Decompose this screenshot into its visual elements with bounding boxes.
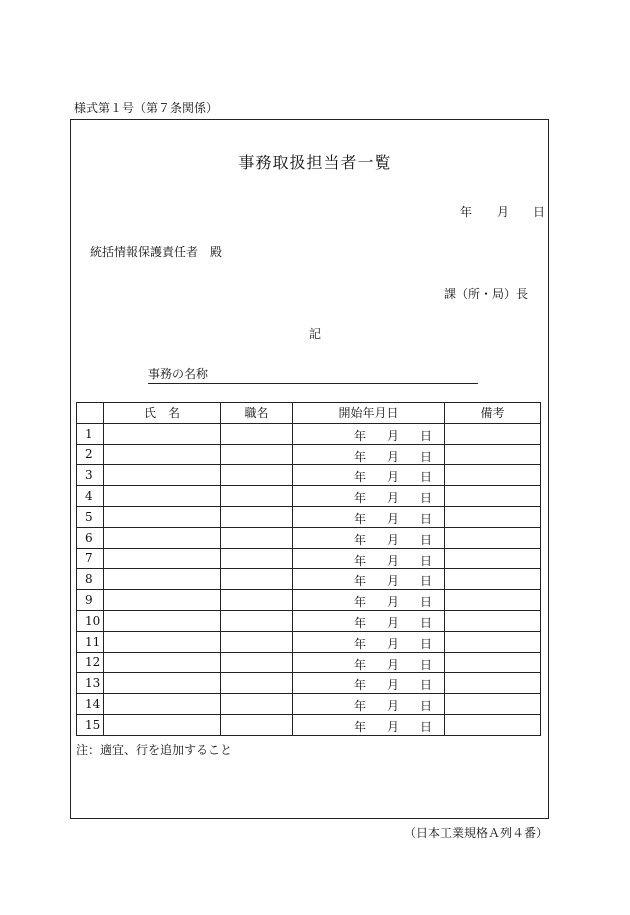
name-cell[interactable] <box>104 423 221 444</box>
day-label: 日 <box>420 511 433 526</box>
column-header-no <box>77 403 104 424</box>
table-row <box>77 631 541 652</box>
name-cell[interactable] <box>104 590 221 611</box>
month-label: 月 <box>387 657 400 672</box>
row-number: 14 <box>77 694 104 715</box>
position-cell[interactable] <box>221 548 293 569</box>
table-header-row <box>77 403 541 424</box>
month-label: 月 <box>387 491 400 506</box>
position-cell[interactable] <box>221 423 293 444</box>
day-label: 日 <box>420 449 433 464</box>
row-number: 11 <box>77 631 104 652</box>
start-date-cell[interactable] <box>293 590 445 611</box>
day-label: 日 <box>420 428 433 443</box>
row-number: 1 <box>77 423 104 444</box>
day-label: 日 <box>420 553 433 568</box>
row-number: 5 <box>77 506 104 527</box>
position-cell[interactable] <box>221 527 293 548</box>
year-label: 年 <box>354 491 367 506</box>
start-date-cell[interactable] <box>293 486 445 507</box>
table-row <box>77 423 541 444</box>
start-date-cell[interactable] <box>293 423 445 444</box>
month-label: 月 <box>387 699 400 714</box>
position-cell[interactable] <box>221 569 293 590</box>
year-label: 年 <box>354 595 367 610</box>
day-label: 日 <box>420 678 433 693</box>
position-cell[interactable] <box>221 465 293 486</box>
table-row <box>77 652 541 673</box>
table-row <box>77 465 541 486</box>
remarks-cell[interactable] <box>445 590 541 611</box>
remarks-cell[interactable] <box>445 652 541 673</box>
name-cell[interactable] <box>104 486 221 507</box>
name-cell[interactable] <box>104 631 221 652</box>
position-cell[interactable] <box>221 694 293 715</box>
month-label: 月 <box>387 511 400 526</box>
name-cell[interactable] <box>104 569 221 590</box>
row-number: 3 <box>77 465 104 486</box>
start-date-cell[interactable] <box>293 673 445 694</box>
document-title: 事務取扱担当者一覧 <box>238 153 392 172</box>
position-cell[interactable] <box>221 486 293 507</box>
table-row <box>77 527 541 548</box>
task-name-label: 事務の名称 <box>148 367 209 381</box>
header-day-label: 日 <box>533 205 546 219</box>
position-cell[interactable] <box>221 444 293 465</box>
remarks-cell[interactable] <box>445 548 541 569</box>
day-label: 日 <box>420 615 433 630</box>
table-row <box>77 444 541 465</box>
month-label: 月 <box>387 470 400 485</box>
day-label: 日 <box>420 699 433 714</box>
jis-size-note: （日本工業規格Ａ列４番） <box>403 826 548 840</box>
remarks-cell[interactable] <box>445 444 541 465</box>
position-cell[interactable] <box>221 652 293 673</box>
year-label: 年 <box>354 678 367 693</box>
name-cell[interactable] <box>104 465 221 486</box>
start-date-cell[interactable] <box>293 444 445 465</box>
start-date-cell[interactable] <box>293 631 445 652</box>
remarks-cell[interactable] <box>445 423 541 444</box>
start-date-cell[interactable] <box>293 506 445 527</box>
row-number: 9 <box>77 590 104 611</box>
year-label: 年 <box>354 428 367 443</box>
month-label: 月 <box>387 553 400 568</box>
year-label: 年 <box>354 532 367 547</box>
year-label: 年 <box>354 511 367 526</box>
name-cell[interactable] <box>104 548 221 569</box>
month-label: 月 <box>387 574 400 589</box>
staff-table <box>76 402 541 736</box>
task-name-field[interactable] <box>148 365 478 384</box>
month-label: 月 <box>387 532 400 547</box>
day-label: 日 <box>420 719 433 734</box>
name-cell[interactable] <box>104 673 221 694</box>
header-year-label: 年 <box>460 205 473 219</box>
start-date-cell[interactable] <box>293 465 445 486</box>
name-cell[interactable] <box>104 527 221 548</box>
remarks-cell[interactable] <box>445 506 541 527</box>
year-label: 年 <box>354 719 367 734</box>
year-label: 年 <box>354 553 367 568</box>
row-number: 4 <box>77 486 104 507</box>
start-date-cell[interactable] <box>293 652 445 673</box>
month-label: 月 <box>387 428 400 443</box>
remarks-cell[interactable] <box>445 527 541 548</box>
start-date-cell[interactable] <box>293 548 445 569</box>
position-cell[interactable] <box>221 610 293 631</box>
name-cell[interactable] <box>104 444 221 465</box>
table-row <box>77 673 541 694</box>
month-label: 月 <box>387 615 400 630</box>
header-month-label: 月 <box>497 205 510 219</box>
day-label: 日 <box>420 532 433 547</box>
day-label: 日 <box>420 636 433 651</box>
day-label: 日 <box>420 491 433 506</box>
table-row <box>77 486 541 507</box>
row-number: 10 <box>77 610 104 631</box>
row-number: 6 <box>77 527 104 548</box>
row-number: 2 <box>77 444 104 465</box>
start-date-cell[interactable] <box>293 527 445 548</box>
start-date-cell[interactable] <box>293 714 445 735</box>
year-label: 年 <box>354 657 367 672</box>
position-cell[interactable] <box>221 506 293 527</box>
remarks-cell[interactable] <box>445 694 541 715</box>
table-row <box>77 694 541 715</box>
month-label: 月 <box>387 719 400 734</box>
year-label: 年 <box>354 470 367 485</box>
month-label: 月 <box>387 595 400 610</box>
day-label: 日 <box>420 657 433 672</box>
row-number: 8 <box>77 569 104 590</box>
table-row <box>77 714 541 735</box>
start-date-cell[interactable] <box>293 569 445 590</box>
remarks-cell[interactable] <box>445 673 541 694</box>
year-label: 年 <box>354 636 367 651</box>
start-date-cell[interactable] <box>293 610 445 631</box>
day-label: 日 <box>420 595 433 610</box>
table-row <box>77 548 541 569</box>
column-header-remarks: 備考 <box>445 403 541 424</box>
row-number: 13 <box>77 673 104 694</box>
position-cell[interactable] <box>221 590 293 611</box>
month-label: 月 <box>387 449 400 464</box>
form-number: 様式第１号（第７条関係） <box>74 101 219 115</box>
addressee: 統括情報保護責任者 殿 <box>90 245 223 259</box>
name-cell[interactable] <box>104 506 221 527</box>
remarks-cell[interactable] <box>445 486 541 507</box>
ki-label: 記 <box>308 327 321 341</box>
column-header-start-date: 開始年月日 <box>293 403 445 424</box>
year-label: 年 <box>354 615 367 630</box>
name-cell[interactable] <box>104 694 221 715</box>
column-header-position: 職名 <box>221 403 293 424</box>
row-number: 7 <box>77 548 104 569</box>
month-label: 月 <box>387 636 400 651</box>
remarks-cell[interactable] <box>445 569 541 590</box>
remarks-cell[interactable] <box>445 714 541 735</box>
month-label: 月 <box>387 678 400 693</box>
remarks-cell[interactable] <box>445 631 541 652</box>
table-row <box>77 506 541 527</box>
year-label: 年 <box>354 699 367 714</box>
table-row <box>77 590 541 611</box>
day-label: 日 <box>420 470 433 485</box>
day-label: 日 <box>420 574 433 589</box>
table-row <box>77 610 541 631</box>
position-cell[interactable] <box>221 631 293 652</box>
column-header-name: 氏 名 <box>104 403 221 424</box>
table-row <box>77 569 541 590</box>
name-cell[interactable] <box>104 714 221 735</box>
position-cell[interactable] <box>221 673 293 694</box>
row-number: 15 <box>77 714 104 735</box>
name-cell[interactable] <box>104 652 221 673</box>
remarks-cell[interactable] <box>445 610 541 631</box>
start-date-cell[interactable] <box>293 694 445 715</box>
year-label: 年 <box>354 574 367 589</box>
remarks-cell[interactable] <box>445 465 541 486</box>
position-cell[interactable] <box>221 714 293 735</box>
name-cell[interactable] <box>104 610 221 631</box>
sender: 課（所・局）長 <box>443 287 528 301</box>
year-label: 年 <box>354 449 367 464</box>
row-number: 12 <box>77 652 104 673</box>
footnote: 注：適宜、行を追加すること <box>76 743 233 757</box>
